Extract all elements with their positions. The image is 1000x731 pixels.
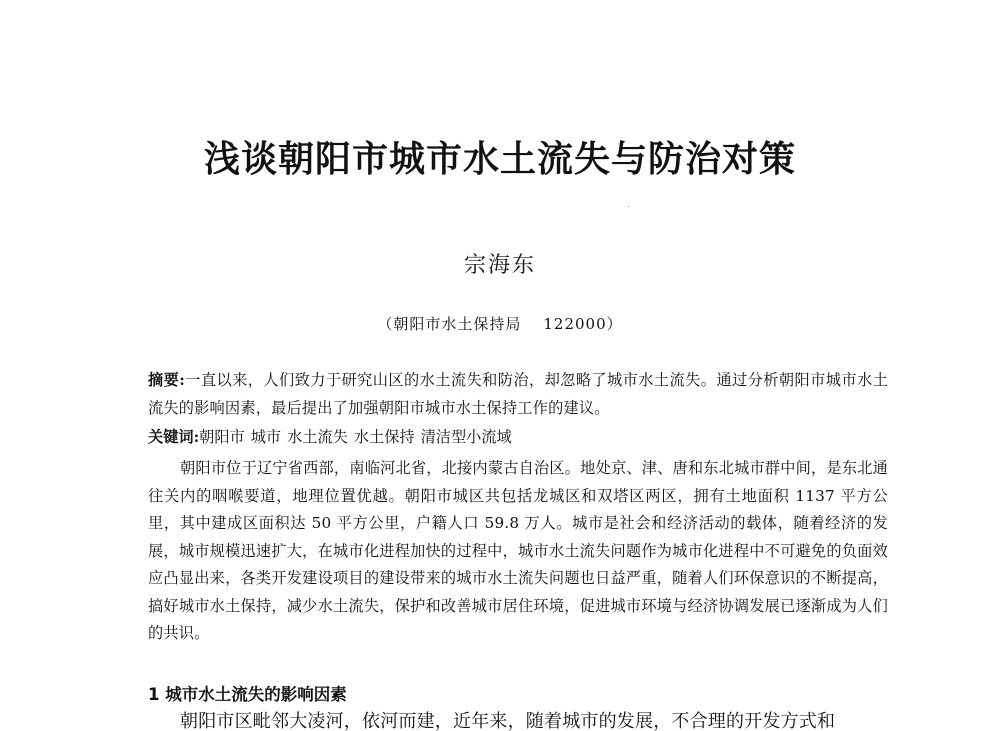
keywords (148, 424, 888, 452)
keywords-label: 关键词: (148, 428, 200, 446)
paper-title: 浅谈朝阳市城市水土流失与防治对策 (203, 139, 796, 180)
scan-speck (628, 206, 629, 207)
author-name: 宗海东 (463, 253, 536, 278)
keyword-item: 水土保持 (353, 428, 415, 446)
section-paragraph: 朝阳市区毗邻大凌河，依河而建，近年来，随着城市的发展，不合理的开发方式和 (180, 711, 836, 731)
abstract-label: 摘要: (148, 371, 186, 389)
affiliation-org: 朝阳市水土保持局 (393, 315, 522, 333)
keyword-item: 城市 (250, 428, 282, 446)
section-heading: 1 城市水土流失的影响因素 (148, 685, 347, 704)
affiliation-close-paren: ） (606, 315, 623, 333)
author-affiliation (0, 313, 1000, 335)
keyword-item: 朝阳市 (199, 428, 245, 446)
intro-paragraph: 朝阳市位于辽宁省西部，南临河北省，北接内蒙古自治区。地处京、津、唐和东北城市群中间，是东北通往关内的咽喉要道，地理位置优越。朝阳市城区共包括龙城区和双塔区两区，拥有土地面积 1137 平方公里，其中建成区面积达 50 平方公里，户籍人口 59.8 万人。城市是社会和经济活动的载体，随着经济的发展，城市规模迅速扩大，在城市化进程加快的过程中，城市水土流失问题作为城市化进程中不可避免的负面效应凸显出来，各类开发建设项目的建设带来的城市水土流失问题也日益严重，随着人们环保意识的不断提高，搞好城市水土保持，减少水土流失，保护和改善城市居住环境，促进城市环境与经济协调发展已逐渐成为人们的共识。 (148, 459, 888, 642)
keyword-item: 水土流失 (287, 428, 348, 446)
affiliation-open-paren: （ (377, 315, 394, 333)
abstract (148, 367, 888, 422)
abstract-text: 一直以来，人们致力于研究山区的水土流失和防治，却忽略了城市水土流失。通过分析朝阳市城市水土流失的影响因素，最后提出了加强朝阳市城市水土保持工作的建议。 (148, 371, 889, 417)
affiliation-postcode: 122000 (543, 315, 607, 333)
keyword-item: 清洁型小流域 (420, 428, 512, 446)
